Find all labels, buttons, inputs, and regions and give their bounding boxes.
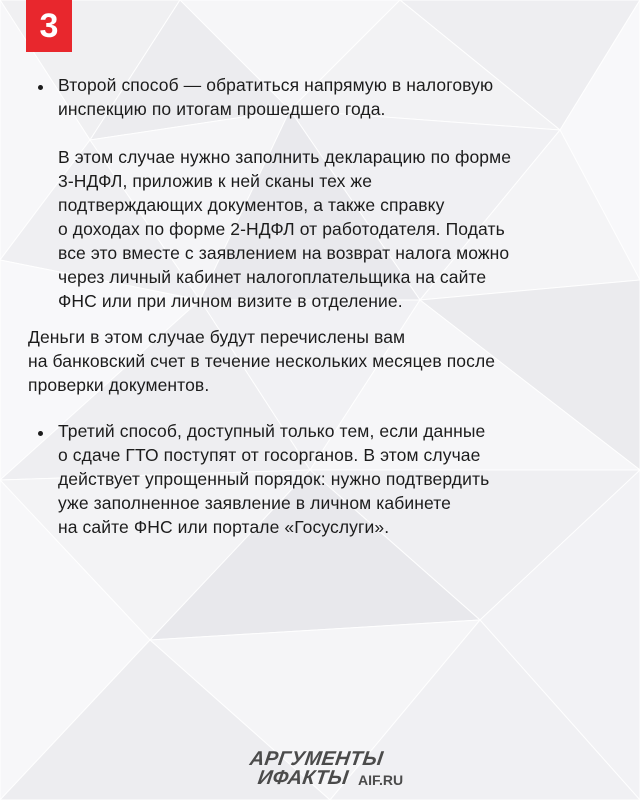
- paragraph-second-method: Второй способ — обратиться напрямую в налоговую инспекцию по итогам прошедшего года.: [58, 75, 494, 119]
- paragraph-third-method: Третий способ, доступный только тем, если данные о сдаче ГТО поступят от госорганов. В этом случае действует упрощенный порядок: нужно подтвердить уже заполненное заявление в личном кабинете на сайте ФНС или портале «Госуслуги».: [58, 421, 490, 537]
- bullet-point-1: [38, 85, 43, 90]
- bullet-point-2: [38, 431, 43, 436]
- logo-site: AIF.RU: [358, 772, 404, 788]
- logo-line-2: ИФАКТЫ: [256, 767, 350, 789]
- paragraph-refund-timing: Деньги в этом случае будут перечислены вам на банковский счет в течение нескольких месяцев после проверки документов.: [28, 327, 496, 395]
- paragraph-declaration-details: В этом случае нужно заполнить декларацию по форме 3-НДФЛ, приложив к ней сканы тех же подтверждающих документов, а также справку о доходах по форме 2-НДФЛ от работодателя. Подать все это вместе с заявлением на возврат налога можно через личный кабинет налогоплательщика на сайте ФНС или при личном визите в отделение.: [58, 147, 512, 311]
- page-number-badge: 3: [26, 0, 72, 52]
- logo-line-1: АРГУМЕНТЫ: [248, 748, 385, 770]
- aif-logo: [248, 748, 408, 788]
